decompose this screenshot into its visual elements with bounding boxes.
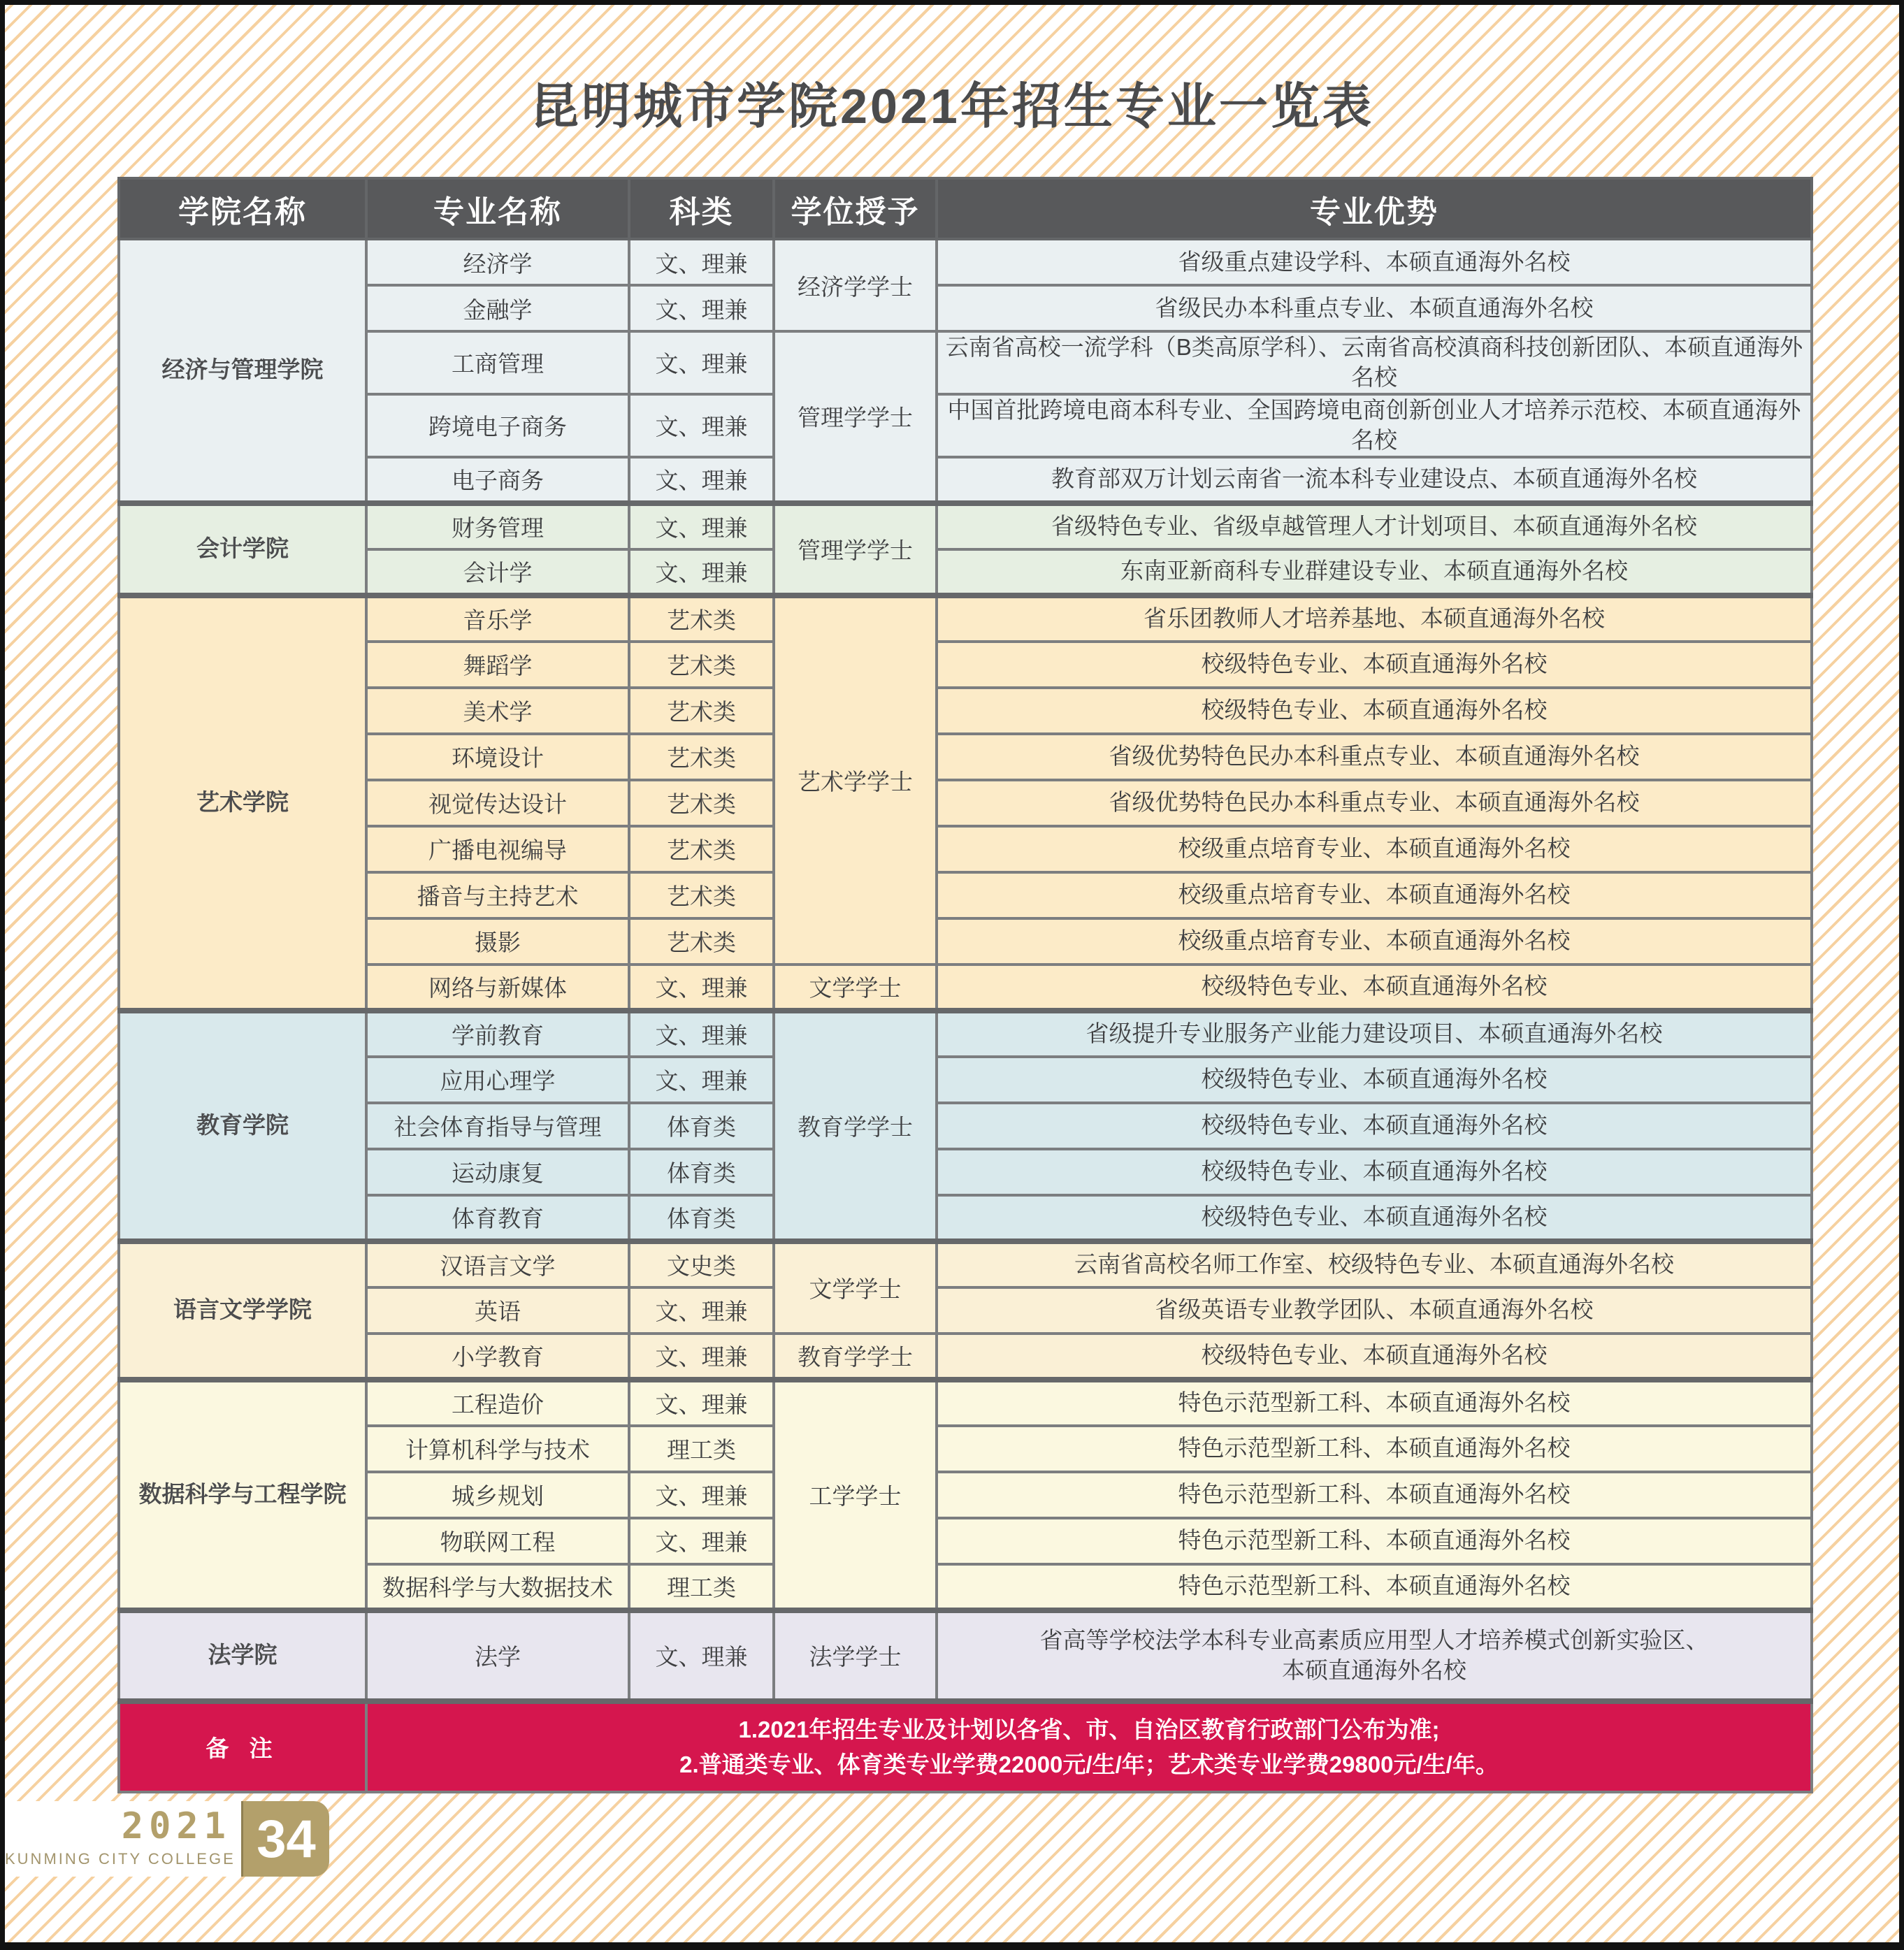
major-advantage: 特色示范型新工科、本硕直通海外名校 <box>937 1426 1812 1472</box>
major-category: 文、理兼 <box>629 394 774 457</box>
major-advantage: 省级优势特色民办本科重点专业、本硕直通海外名校 <box>937 780 1812 826</box>
major-name: 电子商务 <box>366 457 629 503</box>
major-category: 文、理兼 <box>629 549 774 595</box>
major-name: 财务管理 <box>366 503 629 549</box>
major-name: 视觉传达设计 <box>366 780 629 826</box>
table-row <box>119 1564 1812 1610</box>
major-name: 社会体育指导与管理 <box>366 1103 629 1149</box>
major-category: 理工类 <box>629 1564 774 1610</box>
college-name: 数据科学与工程学院 <box>119 1380 366 1610</box>
major-advantage: 特色示范型新工科、本硕直通海外名校 <box>937 1518 1812 1564</box>
major-advantage: 省级英语专业教学团队、本硕直通海外名校 <box>937 1287 1812 1334</box>
major-advantage: 中国首批跨境电商本科专业、全国跨境电商创新创业人才培养示范校、本硕直通海外名校 <box>937 394 1812 457</box>
major-advantage: 特色示范型新工科、本硕直通海外名校 <box>937 1472 1812 1518</box>
table-row <box>119 734 1812 780</box>
major-advantage: 校级特色专业、本硕直通海外名校 <box>937 642 1812 688</box>
major-name: 摄影 <box>366 918 629 965</box>
major-category: 艺术类 <box>629 780 774 826</box>
major-name: 环境设计 <box>366 734 629 780</box>
table-row <box>119 1380 1812 1426</box>
footer-brand-box <box>5 1801 241 1877</box>
admissions-table <box>117 177 1813 1793</box>
major-name: 工商管理 <box>366 331 629 394</box>
degree-label: 教育学学士 <box>774 1334 937 1380</box>
remark-line-1: 1.2021年招生专业及计划以各省、市、自治区教育行政部门公布为准; <box>738 1717 1440 1743</box>
table-row <box>119 826 1812 872</box>
major-name: 体育教育 <box>366 1195 629 1241</box>
major-advantage: 省乐团教师人才培养基地、本硕直通海外名校 <box>937 595 1812 642</box>
college-name: 艺术学院 <box>119 595 366 1011</box>
major-category: 文、理兼 <box>629 1334 774 1380</box>
table-row <box>119 1287 1812 1334</box>
major-category: 文、理兼 <box>629 457 774 503</box>
major-advantage: 特色示范型新工科、本硕直通海外名校 <box>937 1564 1812 1610</box>
major-category: 文、理兼 <box>629 965 774 1011</box>
major-name: 会计学 <box>366 549 629 595</box>
major-category: 文、理兼 <box>629 1518 774 1564</box>
major-name: 应用心理学 <box>366 1057 629 1103</box>
major-name: 舞蹈学 <box>366 642 629 688</box>
major-name: 数据科学与大数据技术 <box>366 1564 629 1610</box>
degree-label: 管理学学士 <box>774 503 937 595</box>
major-category: 文史类 <box>629 1241 774 1287</box>
footer-year: 2021 <box>121 1805 231 1847</box>
remark-label: 备 注 <box>119 1701 366 1792</box>
major-category: 文、理兼 <box>629 331 774 394</box>
table-row <box>119 595 1812 642</box>
major-category: 艺术类 <box>629 872 774 918</box>
college-name: 语言文学学院 <box>119 1241 366 1380</box>
major-category: 体育类 <box>629 1149 774 1195</box>
table-row <box>119 1518 1812 1564</box>
table-row <box>119 1103 1812 1149</box>
degree-label: 文学学士 <box>774 965 937 1011</box>
major-advantage: 校级特色专业、本硕直通海外名校 <box>937 1057 1812 1103</box>
major-category: 艺术类 <box>629 734 774 780</box>
major-advantage: 省级优势特色民办本科重点专业、本硕直通海外名校 <box>937 734 1812 780</box>
header-advantage: 专业优势 <box>937 178 1812 239</box>
table-row <box>119 1011 1812 1057</box>
table-row <box>119 1426 1812 1472</box>
table-row <box>119 1472 1812 1518</box>
major-category: 体育类 <box>629 1195 774 1241</box>
remark-line-2: 2.普通类专业、体育类专业学费22000元/生/年；艺术类专业学费29800元/生/年。 <box>679 1751 1499 1777</box>
table-row <box>119 1241 1812 1287</box>
table-row <box>119 918 1812 965</box>
major-category: 文、理兼 <box>629 1610 774 1701</box>
degree-label: 艺术学学士 <box>774 595 937 965</box>
degree-label: 文学学士 <box>774 1241 937 1334</box>
table-row <box>119 549 1812 595</box>
college-name: 法学院 <box>119 1610 366 1701</box>
major-category: 文、理兼 <box>629 285 774 331</box>
major-advantage: 校级重点培育专业、本硕直通海外名校 <box>937 826 1812 872</box>
major-name: 运动康复 <box>366 1149 629 1195</box>
table-row <box>119 239 1812 285</box>
major-name: 学前教育 <box>366 1011 629 1057</box>
major-advantage: 校级重点培育专业、本硕直通海外名校 <box>937 872 1812 918</box>
major-advantage: 云南省高校一流学科（B类高原学科）、云南省高校滇商科技创新团队、本硕直通海外名校 <box>937 331 1812 394</box>
table-row <box>119 1195 1812 1241</box>
major-name: 汉语言文学 <box>366 1241 629 1287</box>
table-row <box>119 642 1812 688</box>
major-category: 体育类 <box>629 1103 774 1149</box>
footer-college-name: KUNMING CITY COLLEGE <box>5 1850 236 1868</box>
major-advantage: 教育部双万计划云南省一流本科专业建设点、本硕直通海外名校 <box>937 457 1812 503</box>
major-category: 艺术类 <box>629 595 774 642</box>
major-name: 播音与主持艺术 <box>366 872 629 918</box>
major-advantage: 校级特色专业、本硕直通海外名校 <box>937 1149 1812 1195</box>
table-row <box>119 1149 1812 1195</box>
remark-row <box>119 1701 1812 1792</box>
degree-label: 法学学士 <box>774 1610 937 1701</box>
major-advantage: 校级特色专业、本硕直通海外名校 <box>937 965 1812 1011</box>
major-advantage: 省级提升专业服务产业能力建设项目、本硕直通海外名校 <box>937 1011 1812 1057</box>
major-category: 文、理兼 <box>629 1011 774 1057</box>
degree-label: 经济学学士 <box>774 239 937 331</box>
major-category: 艺术类 <box>629 688 774 734</box>
table-row <box>119 688 1812 734</box>
college-name: 经济与管理学院 <box>119 239 366 503</box>
table-row <box>119 394 1812 457</box>
remark-text <box>366 1701 1812 1792</box>
header-major: 专业名称 <box>366 178 629 239</box>
major-name: 小学教育 <box>366 1334 629 1380</box>
major-name: 网络与新媒体 <box>366 965 629 1011</box>
major-name: 音乐学 <box>366 595 629 642</box>
major-advantage: 校级重点培育专业、本硕直通海外名校 <box>937 918 1812 965</box>
major-name: 跨境电子商务 <box>366 394 629 457</box>
major-category: 文、理兼 <box>629 1287 774 1334</box>
major-category: 艺术类 <box>629 826 774 872</box>
major-name: 英语 <box>366 1287 629 1334</box>
major-name: 工程造价 <box>366 1380 629 1426</box>
table-row <box>119 331 1812 394</box>
header-category: 科类 <box>629 178 774 239</box>
table-header-row <box>119 178 1812 239</box>
degree-label: 管理学学士 <box>774 331 937 503</box>
major-advantage: 省级重点建设学科、本硕直通海外名校 <box>937 239 1812 285</box>
table-row <box>119 1057 1812 1103</box>
degree-label: 工学学士 <box>774 1380 937 1610</box>
advantage-line: 本硕直通海外名校 <box>1282 1656 1466 1683</box>
major-advantage: 特色示范型新工科、本硕直通海外名校 <box>937 1380 1812 1426</box>
major-category: 文、理兼 <box>629 239 774 285</box>
major-advantage: 校级特色专业、本硕直通海外名校 <box>937 688 1812 734</box>
major-name: 城乡规划 <box>366 1472 629 1518</box>
college-name: 教育学院 <box>119 1011 366 1241</box>
table-row <box>119 872 1812 918</box>
major-advantage: 省级民办本科重点专业、本硕直通海外名校 <box>937 285 1812 331</box>
table-row <box>119 780 1812 826</box>
major-category: 文、理兼 <box>629 1472 774 1518</box>
major-category: 理工类 <box>629 1426 774 1472</box>
table-row <box>119 503 1812 549</box>
header-degree: 学位授予 <box>774 178 937 239</box>
table-row <box>119 457 1812 503</box>
major-category: 艺术类 <box>629 642 774 688</box>
major-name: 物联网工程 <box>366 1518 629 1564</box>
major-advantage: 校级特色专业、本硕直通海外名校 <box>937 1195 1812 1241</box>
header-college: 学院名称 <box>119 178 366 239</box>
major-category: 艺术类 <box>629 918 774 965</box>
page-title: 昆明城市学院2021年招生专业一览表 <box>530 79 1374 133</box>
table-row <box>119 285 1812 331</box>
major-name: 美术学 <box>366 688 629 734</box>
page-number-badge: 34 <box>241 1801 329 1877</box>
table-row <box>119 965 1812 1011</box>
major-name: 经济学 <box>366 239 629 285</box>
college-name: 会计学院 <box>119 503 366 595</box>
advantage-line: 省高等学校法学本科专业高素质应用型人才培养模式创新实验区、 <box>1039 1626 1709 1653</box>
major-category: 文、理兼 <box>629 1057 774 1103</box>
major-advantage: 校级特色专业、本硕直通海外名校 <box>937 1103 1812 1149</box>
major-category: 文、理兼 <box>629 503 774 549</box>
major-category: 文、理兼 <box>629 1380 774 1426</box>
table-row <box>119 1610 1812 1701</box>
degree-label: 教育学学士 <box>774 1011 937 1241</box>
major-advantage: 东南亚新商科专业群建设专业、本硕直通海外名校 <box>937 549 1812 595</box>
major-name: 金融学 <box>366 285 629 331</box>
major-advantage <box>937 1610 1812 1701</box>
major-name: 广播电视编导 <box>366 826 629 872</box>
major-name: 计算机科学与技术 <box>366 1426 629 1472</box>
table-row <box>119 1334 1812 1380</box>
major-advantage: 省级特色专业、省级卓越管理人才计划项目、本硕直通海外名校 <box>937 503 1812 549</box>
major-advantage: 云南省高校名师工作室、校级特色专业、本硕直通海外名校 <box>937 1241 1812 1287</box>
major-advantage: 校级特色专业、本硕直通海外名校 <box>937 1334 1812 1380</box>
major-name: 法学 <box>366 1610 629 1701</box>
